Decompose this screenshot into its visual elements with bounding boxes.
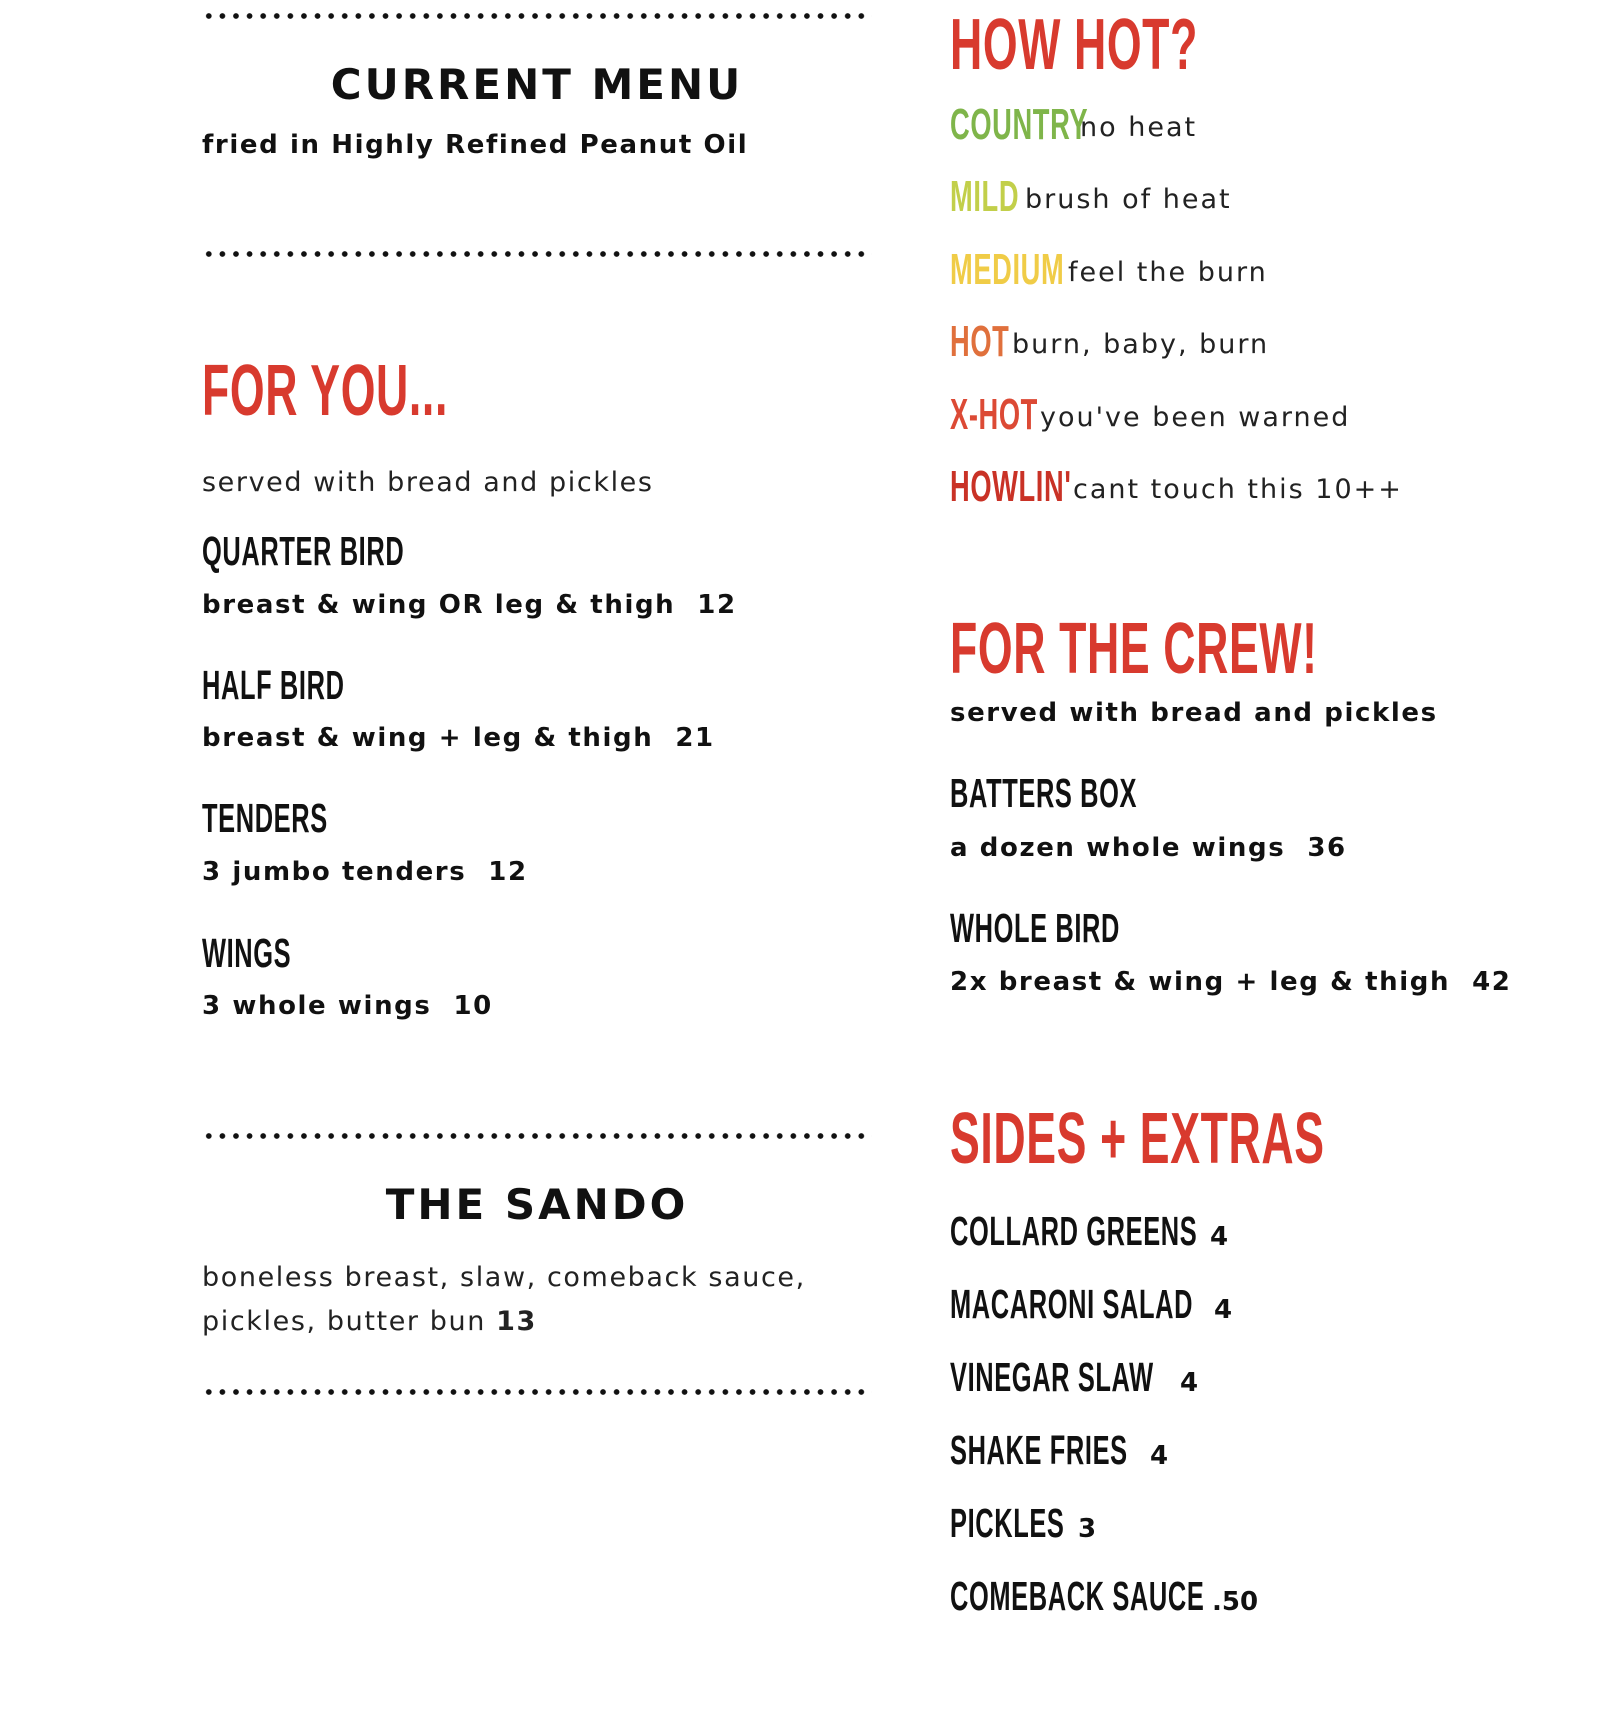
item-price: 21 [675, 723, 715, 753]
sando-price: 13 [496, 1306, 537, 1337]
side-item-price: 4 [1150, 1441, 1169, 1471]
item-description [202, 590, 737, 620]
sides-heading: SIDES + EXTRAS [950, 1099, 1325, 1179]
heat-level-desc: burn, baby, burn [1012, 329, 1270, 360]
side-item-price: .50 [1212, 1587, 1259, 1617]
dotted-divider [202, 1132, 872, 1140]
item-description [202, 857, 528, 887]
heat-level-desc: cant touch this 10++ [1073, 474, 1403, 505]
side-item-name: PICKLES [950, 1500, 1065, 1546]
item-desc-text: 3 jumbo tenders [202, 857, 467, 887]
dotted-divider [202, 1388, 872, 1396]
heat-level-name: MEDIUM [950, 245, 1065, 294]
menu-title: CURRENT MENU [330, 60, 744, 109]
item-name: QUARTER BIRD [202, 528, 405, 574]
side-item [950, 1500, 1135, 1547]
heat-level-desc: brush of heat [1025, 184, 1232, 215]
heat-level-desc: you've been warned [1040, 402, 1351, 433]
item-price: 10 [453, 991, 493, 1021]
menu-item [202, 662, 432, 709]
side-item [950, 1208, 1349, 1255]
side-item [950, 1281, 1342, 1328]
side-item [950, 1427, 1237, 1474]
heat-level-name: X-HOT [950, 390, 1038, 439]
menu-item [202, 795, 405, 842]
side-item-name: COMEBACK SAUCE [950, 1573, 1205, 1619]
heat-level-name: HOWLIN' [950, 462, 1072, 511]
dotted-divider [202, 12, 872, 20]
crew-heading-wrap [950, 608, 1543, 690]
menu-item [950, 905, 1224, 952]
sando-title: THE SANDO [385, 1180, 689, 1229]
menu-item [202, 930, 346, 977]
side-item-price: 4 [1214, 1295, 1233, 1325]
menu-item [202, 528, 528, 575]
side-item [950, 1573, 1360, 1620]
for-you-heading-wrap [202, 350, 599, 432]
side-item-price: 4 [1180, 1368, 1199, 1398]
sando-desc-line2 [202, 1306, 537, 1337]
item-name: TENDERS [202, 795, 328, 841]
item-description [202, 991, 493, 1021]
item-name: HALF BIRD [202, 662, 345, 708]
item-desc-text: 3 whole wings [202, 991, 432, 1021]
heat-level-row [950, 245, 1268, 295]
item-name: WHOLE BIRD [950, 905, 1121, 951]
item-name: BATTERS BOX [950, 770, 1138, 816]
sando-desc-line1: boneless breast, slaw, comeback sauce, [202, 1262, 806, 1293]
dotted-divider [202, 250, 872, 258]
heat-level-name: MILD [950, 172, 1020, 221]
heat-level-desc: no heat [1080, 112, 1198, 143]
item-price: 12 [697, 590, 737, 620]
how-hot-heading-wrap [950, 4, 1350, 86]
item-description [202, 723, 715, 753]
item-desc-text: breast & wing OR leg & thigh [202, 590, 676, 620]
side-item-name: MACARONI SALAD [950, 1281, 1194, 1327]
heat-level-row [950, 462, 1403, 512]
heat-level-row [950, 317, 1270, 367]
item-price: 36 [1307, 833, 1347, 863]
menu-subtitle: fried in Highly Refined Peanut Oil [202, 130, 749, 160]
item-desc-text: a dozen whole wings [950, 833, 1286, 863]
heat-level-row [950, 172, 1232, 222]
for-you-note: served with bread and pickles [202, 467, 654, 498]
side-item-name: VINEGAR SLAW [950, 1354, 1154, 1400]
sides-heading-wrap [950, 1098, 1554, 1180]
side-item [950, 1354, 1279, 1401]
heat-level-row [950, 100, 1198, 150]
item-desc-text: breast & wing + leg & thigh [202, 723, 654, 753]
side-item-name: COLLARD GREENS [950, 1208, 1198, 1254]
crew-note: served with bread and pickles [950, 698, 1438, 728]
sando-desc-text: pickles, butter bun [202, 1306, 486, 1337]
heat-level-row [950, 390, 1351, 440]
item-description [950, 967, 1511, 997]
heat-level-name: COUNTRY [950, 100, 1089, 149]
item-price: 12 [488, 857, 528, 887]
crew-heading: FOR THE CREW! [950, 609, 1318, 689]
for-you-heading: FOR YOU... [202, 351, 448, 431]
item-name: WINGS [202, 930, 292, 976]
side-item-price: 3 [1078, 1514, 1097, 1544]
item-desc-text: 2x breast & wing + leg & thigh [950, 967, 1451, 997]
item-price: 42 [1472, 967, 1512, 997]
how-hot-heading: HOW HOT? [950, 5, 1198, 85]
heat-level-desc: feel the burn [1068, 257, 1268, 288]
item-description [950, 833, 1347, 863]
side-item-price: 4 [1210, 1222, 1229, 1252]
side-item-name: SHAKE FRIES [950, 1427, 1128, 1473]
heat-level-name: HOT [950, 317, 1010, 366]
menu-item [950, 770, 1252, 817]
